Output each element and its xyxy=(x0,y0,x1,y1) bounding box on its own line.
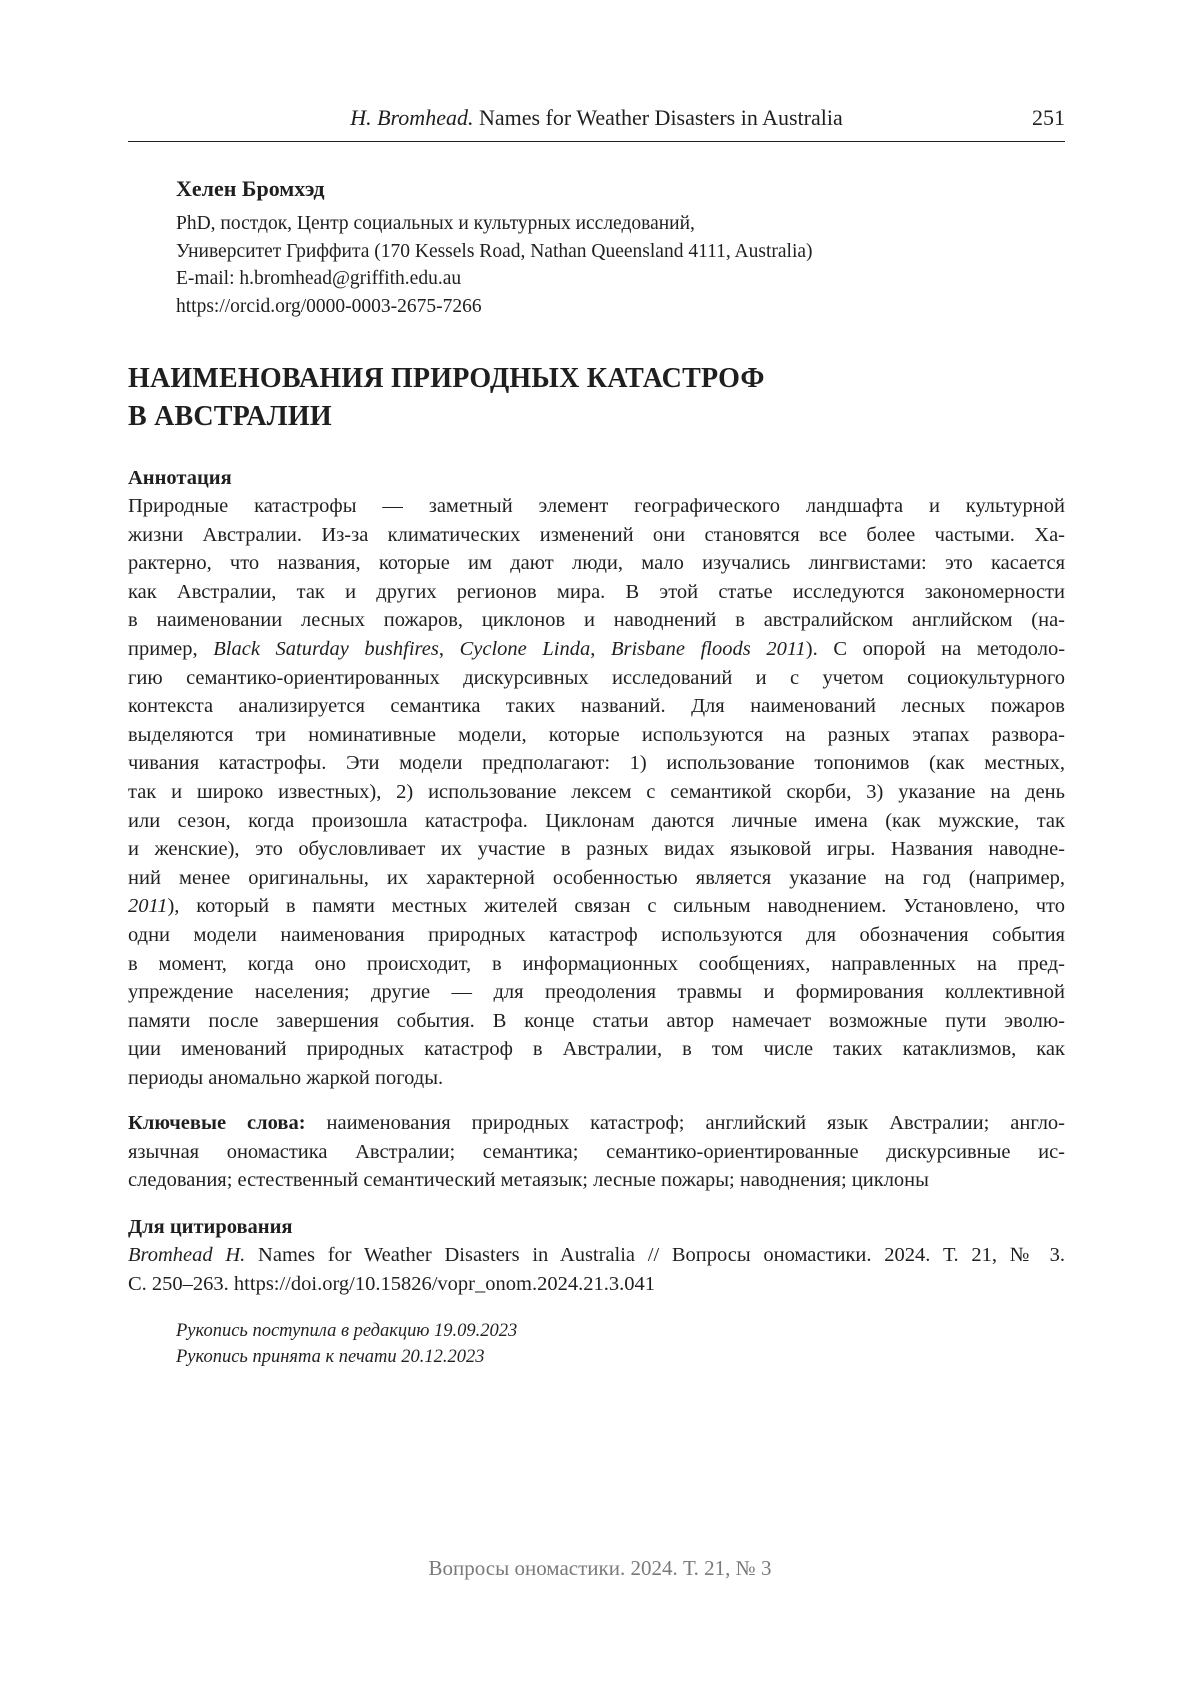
running-head-article-title: Names for Weather Disasters in Australia xyxy=(473,105,843,130)
manuscript-dates xyxy=(176,1318,1056,1370)
abstract-example-name: Black Saturday bushfires xyxy=(213,637,439,660)
abstract-line: рактерно, что названия, которые им дают люди, мало изучались лингвистами: это касается xyxy=(128,552,1065,575)
author-block xyxy=(176,174,1056,320)
citation-line xyxy=(128,1241,1065,1270)
abstract-line: чивания катастрофы. Эти модели предполагают: 1) использование топонимов (как местных, xyxy=(128,752,1065,775)
citation-text: Names for Weather Disasters in Australia // Вопросы ономастики. 2024. Т. 21, № 3. xyxy=(245,1244,1066,1266)
abstract-line: Природные катастрофы — заметный элемент географического ландшафта и культурной xyxy=(128,495,1065,517)
abstract xyxy=(128,464,1065,1092)
abstract-line: так и широко известных), 2) использование лексем с семантикой скорби, 3) указание на день xyxy=(128,780,1065,803)
abstract-text xyxy=(128,492,1065,1092)
abstract-line: пример, Black Saturday bushfires, Cyclone Linda, Brisbane floods 2011). С опорой на методоло- xyxy=(128,637,1066,660)
abstract-line: или сезон, когда произошла катастрофа. Циклонам даются личные имена (как мужские, так xyxy=(128,809,1065,832)
abstract-example-name: Cyclone Linda xyxy=(459,637,591,660)
keywords xyxy=(128,1109,1065,1195)
abstract-line: в наименовании лесных пожаров, циклонов и наводнений в австралийском английском (на- xyxy=(128,609,1065,632)
abstract-example-name: Brisbane floods 2011 xyxy=(610,637,806,660)
abstract-line: 2011), который в памяти местных жителей связан с сильным наводнением. Установлено, что xyxy=(128,895,1065,918)
abstract-line: гию семантико-ориентированных дискурсивных исследований и с учетом социокультурного xyxy=(128,666,1065,689)
article-title xyxy=(128,360,1065,436)
abstract-line: памяти после завершения события. В конце статьи автор намечает возможные пути эволю- xyxy=(128,1009,1065,1032)
citation-heading: Для цитирования xyxy=(128,1216,293,1238)
accepted-date: Рукопись принята к печати 20.12.2023 xyxy=(176,1347,485,1367)
page-number: 251 xyxy=(1032,105,1065,130)
keywords-line: язычная ономастика Австралии; семантика; семантико-ориентированные дискурсивные ис- xyxy=(128,1140,1065,1163)
abstract-line: контекста анализируется семантика таких названий. Для наименований лесных пожаров xyxy=(128,695,1065,718)
abstract-line: как Австралии, так и других регионов мира. В этой статье исследуются закономерности xyxy=(128,580,1065,603)
running-head-title xyxy=(128,103,1065,133)
affiliation-line: PhD, постдок, Центр социальных и культурных исследований, xyxy=(176,213,695,234)
keywords-line: следования; естественный семантический метаязык; лесные пожары; наводнения; циклоны xyxy=(128,1169,929,1192)
keywords-line xyxy=(128,1109,1065,1138)
citation-doi[interactable]: С. 250–263. https://doi.org/10.15826/vopr_onom.2024.21.3.041 xyxy=(128,1272,655,1295)
abstract-line: ции именований природных катастроф в Австралии, в том числе таких катаклизмов, как xyxy=(128,1038,1065,1061)
abstract-line: в момент, когда оно происходит, в информационных сообщениях, направленных на пред- xyxy=(128,952,1065,975)
abstract-line: ний менее оригинальны, их характерной особенностью является указание на год (например, xyxy=(128,866,1065,889)
citation-author: Bromhead H. xyxy=(128,1244,246,1266)
article-title-line: НАИМЕНОВАНИЯ ПРИРОДНЫХ КАТАСТРОФ xyxy=(128,363,765,394)
author-orcid[interactable]: https://orcid.org/0000-0003-2675-7266 xyxy=(176,295,482,317)
keywords-text: наименования природных катастроф; английский язык Австралии; англо- xyxy=(305,1112,1066,1134)
abstract-line: периоды аномально жаркой погоды. xyxy=(128,1066,444,1089)
affiliation-line: Университет Гриффита (170 Kessels Road, Nathan Queensland 4111, Australia) xyxy=(176,240,813,262)
keywords-label: Ключевые слова: xyxy=(128,1112,306,1134)
abstract-line: жизни Австралии. Из-за климатических изменений они становятся все более частыми. Ха- xyxy=(128,523,1065,546)
abstract-line: и женские), это обусловливает их участие в разных видах языковой игры. Названия наводне- xyxy=(128,838,1065,861)
abstract-example-name: 2011 xyxy=(128,895,168,918)
author-name: Хелен Бромхэд xyxy=(176,176,325,201)
running-head xyxy=(128,103,1065,135)
page-footer: Вопросы ономастики. 2024. Т. 21, № 3 xyxy=(428,1556,772,1580)
abstract-line: выделяются три номинативные модели, которые используются на разных этапах развора- xyxy=(128,723,1065,746)
abstract-line: одни модели наименования природных катастроф используются для обозначения события xyxy=(128,923,1065,946)
abstract-heading: Аннотация xyxy=(128,467,232,489)
author-email[interactable]: E-mail: h.bromhead@griffith.edu.au xyxy=(176,268,462,289)
article-title-line: В АВСТРАЛИИ xyxy=(128,401,332,432)
received-date: Рукопись поступила в редакцию 19.09.2023 xyxy=(176,1321,518,1341)
running-head-author: H. Bromhead. xyxy=(350,105,474,130)
abstract-line: упреждение населения; другие — для преодоления травмы и формирования коллективной xyxy=(128,981,1065,1004)
header-rule xyxy=(128,141,1065,142)
citation xyxy=(128,1213,1065,1298)
